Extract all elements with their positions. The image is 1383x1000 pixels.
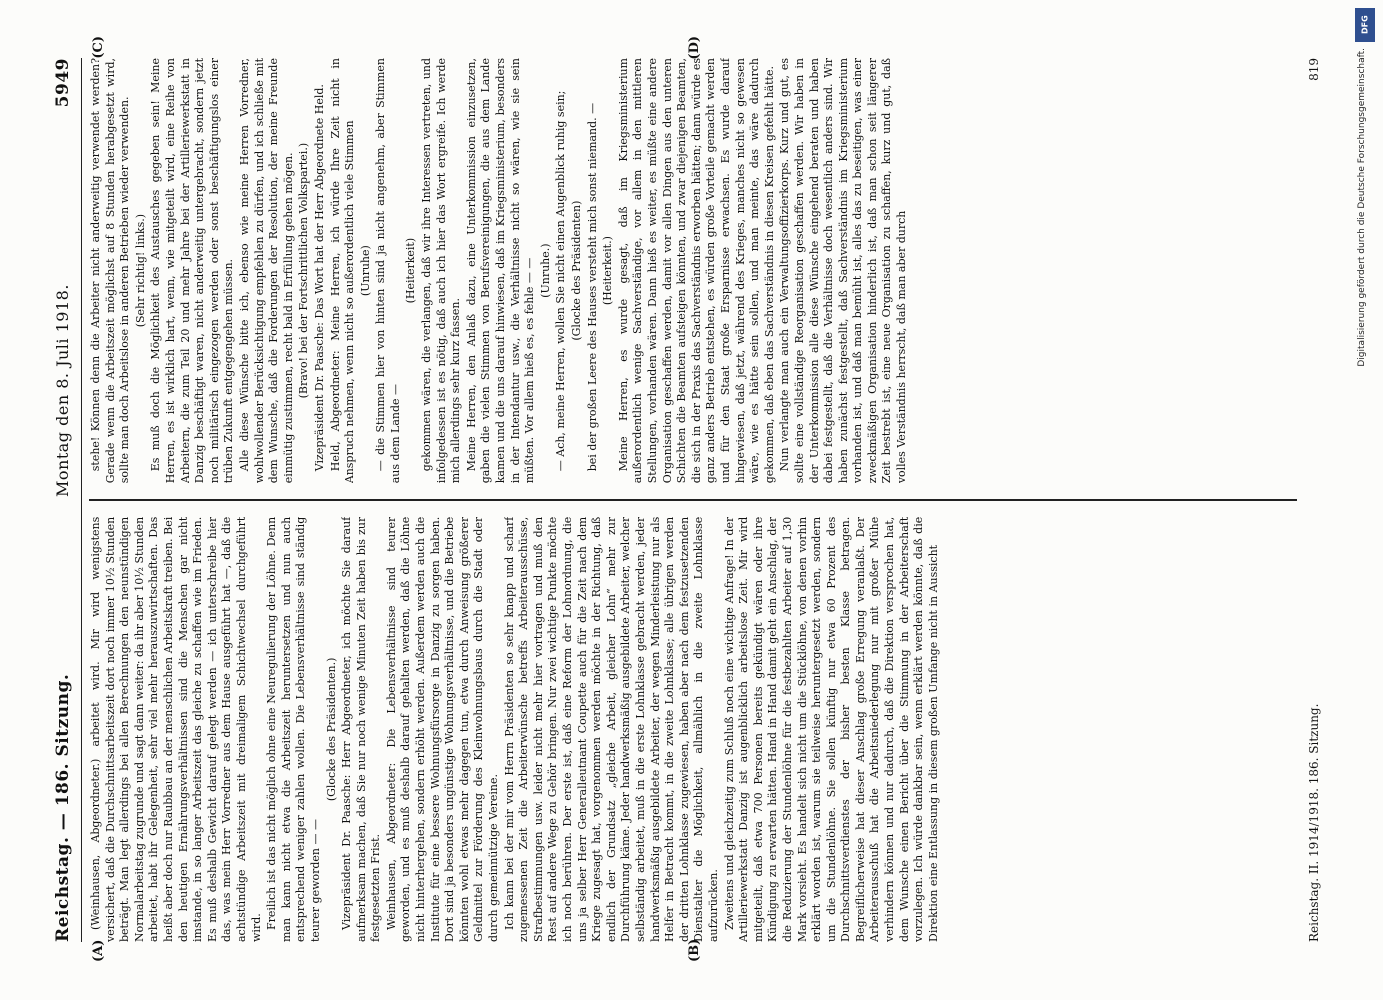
left-paragraph: Freilich ist das nicht möglich ohne eine Neuregulierung der Löhne. Denn man kann nicht etwa die Arbeitszeit heruntersetzen und nun auch entsprechend weniger zahlen wollen. Die Lebensverhältnisse sind ständig teurer geworden — — [264, 516, 322, 942]
column-divider [89, 499, 1297, 501]
right-stage-direction: (Glocke des Präsidenten) [569, 200, 583, 341]
footer-volume: Reichstag. II. 1914/1918. 186. Sitzung. [1306, 703, 1321, 942]
footer-page-number: 819 [1306, 58, 1321, 81]
right-stage-direction: (Unruhe.) [538, 243, 552, 298]
dfg-logo: DFG [1355, 8, 1375, 42]
right-paragraph: Nun verlangte man auch ein Verwaltungsoffizierkorps. Kurz und gut, es sollte eine vollständige Reorganisation geschaffen werden. Wir haben in der Unterkommission alle diese Wünsche eingehend beraten und haben dabei festgestellt, daß die Verhältnisse doch wesentlich anders sind. Wir haben zunächst festgestellt, daß Sachverständnis im Kriegsministerium vorhanden ist, und daß man bemüht ist, alles das zu beseitigen, was einer zweckmäßigen Organisation hinderlich ist, daß man schon seit längerer Zeit bestrebt ist, eine neue Organisation zu schaffen, kurz und gut, daß volles Verständnis herrscht, daß man aber durch [777, 58, 908, 484]
rotated-page-content [47, 36, 1337, 962]
dfg-credit-text: Digitalisierung gefördert durch die Deutsche Forschungsgemeinschaft. [1357, 48, 1367, 367]
right-stage-direction: (Sehr richtig! links.) [133, 213, 147, 328]
header-session: Reichstag. — 186. Sitzung. [52, 673, 73, 942]
right-paragraph: Es muß doch die Möglichkeit des Austausches gegeben sein! Meine Herren, es ist wirklich hart, wenn, wie mitgeteilt wird, eine Reihe von Arbeitern, die zum Teil 20 und mehr Jahre bei der Artilleriewerkstatt in Danzig beschäftigt waren, nicht anderweitig untergebracht, sondern jetzt noch militärisch eingezogen werden oder sonst beschäftigungslos einer trüben Zukunft entgegengehen müssen. [148, 58, 235, 484]
right-paragraph: Held, Abgeordneter: Meine Herren, ich würde Ihre Zeit nicht in Anspruch nehmen, wenn nicht so außerordentlich viele Stimmen [328, 58, 356, 484]
page-header [53, 58, 79, 942]
margin-letter-d: (D) [686, 36, 702, 60]
right-paragraph: Meine Herren, es wurde gesagt, daß im Kriegsministerium außerordentlich wenige Sachverständige, vor allem in den mittleren Stellungen, vorhanden wären. Dann hieß es weiter, es müßte eine andere Organisation geschaffen werden, damit vor allen Dingen aus den unteren Schichten die Beamten aufsteigen könnten, und zwar diejenigen Beamten, die sich in der Praxis das Sachverständnis erworben hätten; dann würde es ganz anders Betrieb entstehen, es würden große Vorteile gemacht werden und für den Staat große Ersparnisse erwachsen. Es wurde darauf hingewiesen, daß jetzt, während des Krieges, manches nicht so gewesen wäre, wie es hätte sein sollen, und man meinte, das wäre dadurch gekommen, daß eben das Sachverständnis in diesen Kreisen gefehlt hätte. [616, 58, 776, 484]
right-paragraph: stehe! Können denn die Arbeiter nicht anderweitig verwendet werden? Gerade wenn die Arbeitszeit möglichst auf 8 Stunden herabgesetzt wird, sollte man doch Arbeitslose in anderen Betrieben wieder verwenden. [88, 58, 131, 484]
left-paragraph: Vizepräsident Dr. Paasche: Herr Abgeordneter, ich möchte Sie darauf aufmerksam machen, daß Sie nur noch wenige Minuten Zeit haben bis zur festgesetzten Frist. [339, 516, 382, 942]
right-stage-direction: (Unruhe) [358, 245, 372, 297]
right-paragraph: Alle diese Wünsche bitte ich, ebenso wie meine Herren Vorredner, wohlwollender Berücksichtigung empfehlen zu dürfen, und ich schließe mit dem Wunsche, daß die Forderungen der Resolution, der meine Freunde einmütig zustimmen, recht bald in Erfüllung gehen mögen. [237, 58, 295, 484]
margin-letter-c: (C) [90, 36, 106, 59]
left-paragraph: Weinhausen, Abgeordneter: Die Lebensverhältnisse sind teurer geworden, und es muß deshalb darauf gehalten werden, daß die Löhne nicht hinterhergehen, sondern erhöht werden. Außerdem werden auch die Institute für eine bessere Wohnungsfürsorge in Danzig zu sorgen haben. Dort sind ja besonders ungünstige Wohnungsverhältnisse, und die Betriebe könnten wohl etwas mehr dagegen tun, etwa durch Anweisung größerer Geldmittel zur Förderung des Kleinwohnungsbaus durch die Stadt oder durch gemeinnützige Vereine. [384, 516, 500, 942]
right-paragraph: — die Stimmen hier von hinten sind ja nicht angenehm, aber Stimmen aus dem Lande — [373, 58, 402, 484]
left-column [89, 517, 1297, 942]
right-paragraph: gekommen wären, die verlangen, daß wir ihre Interessen vertreten, und infolgedessen ist es nötig, daß auch ich hier das Wort ergreife. Ich werde mich allerdings sehr kurz fassen. [419, 58, 462, 484]
left-stage-direction: (Glocke des Präsidenten.) [324, 657, 337, 802]
margin-letter-a: (A) [90, 939, 106, 962]
page-footer [1307, 58, 1327, 942]
left-paragraph: Ich kann bei der mir vom Herrn Präsidenten so sehr knapp und scharf zugemessenen Zeit die Arbeiterwünsche betreffs Arbeiterausschüsse, Strafbestimmungen usw. leider nicht mehr hier vortragen und muß den Rest auf andere Wege zu Gehör bringen. Nur zwei wichtige Punkte möchte ich noch berühren. Der erste ist, daß eine Reform der Lohnordnung, die uns ja selber Herr Generalleutnant Coupette auch für die Zeit nach dem Kriege zugesagt hat, vorgenommen werden möchte in der Richtung, daß endlich der Grundsatz „gleiche Arbeit, gleicher Lohn“ mehr zur Durchführung käme. Jeder handwerksmäßig ausgebildete Arbeiter, welcher selbständig arbeitet, muß in die erste Lohnklasse gebracht werden, jeder handwerksmäßig ausgebildete Arbeiter, der wegen Minderleistung nur als Helfer in Betracht kommt, in die zweite Lohnklasse; alle übrigen werden der dritten Lohnklasse zugewiesen, haben aber nach dem festzusetzenden Dienstalter die Möglichkeit, allmählich in die zweite Lohnklasse aufzurücken. [502, 516, 720, 942]
left-paragraph: (Weinhausen, Abgeordneter.) arbeitet wird. Mir wird wenigstens versichert, daß die Durchschnittsarbeitszeit dort noch immer 10½ Stunden beträgt. Man legt allerdings bei allen Berechnungen den neunstündigen Normalarbeitstag zugrunde und sagt dann weiter: da ihr aber 10½ Stunden arbeitet, habt ihr Gelegenheit, sehr viel mehr herauszuwirtschaften. Das heißt aber doch nur Raubbau an der menschlichen Arbeitskraft treiben. Bei den heutigen Ernährungsverhältnissen sind die Menschen gar nicht imstande, in so langer Arbeitszeit das gleiche zu schaffen wie im Frieden. Es muß deshalb Gewicht darauf gelegt werden — ich unterschreibe hier das, was mein Herr Vorredner aus dem Hause ausgeführt hat —, daß die achtstündige Arbeitszeit mit dreimaligem Schichtwechsel durchgeführt wird. [88, 516, 263, 942]
right-paragraph: bei der großen Leere des Hauses versteht mich sonst niemand. — [585, 102, 599, 472]
left-paragraph: Zweitens und gleichzeitig zum Schluß noch eine wichtige Anfrage! In der Artilleriewerkstatt Danzig ist augenblicklich arbeitslose Zeit. Mir wird mitgeteilt, daß etwa 700 Personen bereits gekündigt wären oder ihre Kündigung zu erwarten hätten. Hand in Hand damit geht ein Anschlag, der die Reduzierung der Stundenlöhne für die festbezahlten Arbeiter auf 1,30 Mark vorsieht. Es handelt sich nicht um die Stücklöhne, von denen vorhin erklärt worden ist, warum sie teilweise heruntergesetzt werden, sondern um die Stundenlöhne. Sie sollen künftig nur etwa 60 Prozent des Durchschnittsverdienstes der bisher besten Klasse betragen. Begreiflicherweise hat dieser Anschlag große Erregung veranlaßt. Der Arbeiterausschuß hat die Arbeitsniederlegung nur mit großer Mühe verhindern können und nur dadurch, daß die Direktion versprochen hat, dem Wunsche einen Bericht über die Stimmung in der Arbeiterschaft vorzulegen. Ich würde dankbar sein, wenn erklärt werden könnte, daß die Direktion eine Entlassung in diesem großen Umfange nicht in Aussicht [722, 516, 940, 942]
right-paragraph: Vizepräsident Dr. Paasche: Das Wort hat der Herr Abgeordnete Held. [312, 84, 326, 472]
dfg-credit-strip [1355, 8, 1375, 992]
right-paragraph: Meine Herren, den Anlaß dazu, eine Unterkommission einzusetzen, gaben die vielen Stimmen von Berufsvereinigungen, die aus dem Lande kamen und die uns darauf hinwiesen, daß im Kriegsministerium, besonders in der Intendantur usw., die Verhältnisse nicht so wären, wie sie sein müßten. Vor allem hieß es, es fehle — — [464, 58, 536, 484]
margin-letter-b: (B) [686, 938, 702, 962]
text-columns [89, 58, 1297, 942]
right-stage-direction: (Bravo! bei der Fortschrittlichen Volkspartei.) [296, 142, 310, 399]
right-paragraph: — Ach, meine Herren, wollen Sie nicht einen Augenblick ruhig sein; [553, 90, 567, 472]
header-rule [81, 58, 82, 942]
right-stage-direction: (Heiterkeit) [403, 237, 417, 304]
header-date: Montag den 8. Juli 1918. [52, 284, 72, 497]
right-column [89, 58, 1297, 483]
header-page-number: 5949 [52, 58, 73, 108]
right-stage-direction: (Heiterkeit.) [600, 236, 614, 306]
